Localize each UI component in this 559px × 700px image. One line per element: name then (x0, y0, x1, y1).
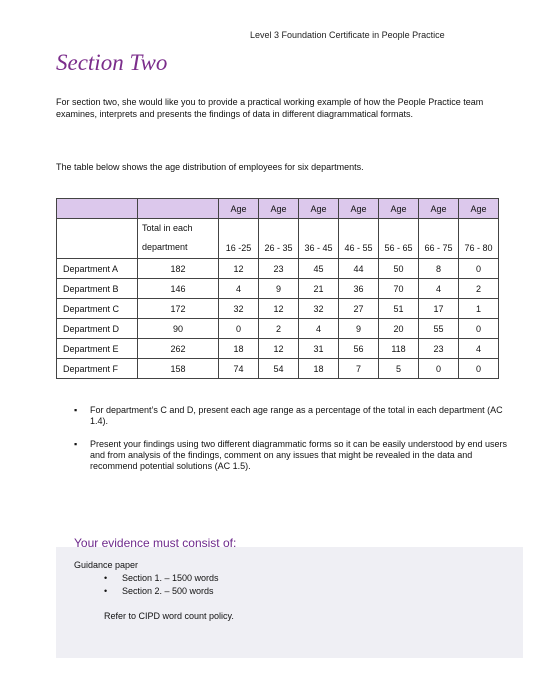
total-header-line2: department (142, 242, 188, 252)
bullet-icon: • (104, 586, 108, 596)
word-count-item (104, 572, 219, 585)
age-header: Age (299, 199, 339, 219)
table-row (57, 299, 499, 319)
table-row (57, 339, 499, 359)
department-total: 90 (138, 319, 219, 339)
age-count-cell: 9 (339, 319, 379, 339)
age-count-cell: 8 (419, 259, 459, 279)
age-count-cell: 2 (459, 279, 499, 299)
task-item (74, 439, 514, 472)
age-count-cell: 12 (259, 299, 299, 319)
age-count-cell: 74 (219, 359, 259, 379)
table-header-row (57, 199, 499, 219)
age-count-cell: 17 (419, 299, 459, 319)
age-count-cell: 23 (419, 339, 459, 359)
age-header: Age (379, 199, 419, 219)
age-count-cell: 4 (419, 279, 459, 299)
department-name: Department F (57, 359, 138, 379)
task-text: Present your findings using two different diagrammatic forms so it can be easily understood by end users and from analysis of the findings, comment on any issues that might be revealed in the data and recommend potential solutions (AC 1.5). (90, 439, 508, 471)
subheader-cell-blank (57, 219, 138, 259)
department-total: 172 (138, 299, 219, 319)
age-count-cell: 5 (379, 359, 419, 379)
age-range-label: 16 -25 (219, 219, 259, 259)
total-header-line1: Total in each (142, 223, 193, 233)
age-count-cell: 55 (419, 319, 459, 339)
age-count-cell: 50 (379, 259, 419, 279)
table-row (57, 279, 499, 299)
task-item (74, 405, 514, 427)
age-count-cell: 0 (219, 319, 259, 339)
age-count-cell: 51 (379, 299, 419, 319)
age-range-label: 66 - 75 (419, 219, 459, 259)
section-word-counts (104, 572, 219, 598)
age-count-cell: 20 (379, 319, 419, 339)
bullet-icon: ▪ (74, 405, 78, 415)
age-count-cell: 44 (339, 259, 379, 279)
department-name: Department A (57, 259, 138, 279)
age-count-cell: 45 (299, 259, 339, 279)
age-count-cell: 0 (459, 319, 499, 339)
age-range-label: 36 - 45 (299, 219, 339, 259)
table-subheader-row (57, 219, 499, 259)
age-header: Age (339, 199, 379, 219)
age-count-cell: 18 (219, 339, 259, 359)
section-title: Section Two (56, 50, 168, 75)
department-name: Department B (57, 279, 138, 299)
document-header: Level 3 Foundation Certificate in People Practice (250, 30, 445, 40)
age-header: Age (419, 199, 459, 219)
department-total: 182 (138, 259, 219, 279)
age-count-cell: 27 (339, 299, 379, 319)
age-count-cell: 36 (339, 279, 379, 299)
age-count-cell: 31 (299, 339, 339, 359)
age-count-cell: 12 (259, 339, 299, 359)
age-header: Age (259, 199, 299, 219)
refer-note: Refer to CIPD word count policy. (104, 611, 234, 621)
age-count-cell: 0 (419, 359, 459, 379)
task-list (74, 405, 514, 484)
table-row (57, 259, 499, 279)
age-count-cell: 56 (339, 339, 379, 359)
guidance-label: Guidance paper (74, 560, 139, 570)
age-count-cell: 18 (299, 359, 339, 379)
age-count-cell: 32 (299, 299, 339, 319)
word-count-item (104, 585, 219, 598)
table-row (57, 359, 499, 379)
age-count-cell: 32 (219, 299, 259, 319)
age-count-cell: 1 (459, 299, 499, 319)
word-count-text: Section 1. – 1500 words (122, 573, 219, 583)
header-cell-blank (57, 199, 138, 219)
age-count-cell: 118 (379, 339, 419, 359)
age-header: Age (459, 199, 499, 219)
age-count-cell: 23 (259, 259, 299, 279)
age-range-label: 76 - 80 (459, 219, 499, 259)
age-count-cell: 54 (259, 359, 299, 379)
task-text: For department’s C and D, present each age range as a percentage of the total in each department (AC 1.4). (90, 405, 503, 426)
age-count-cell: 0 (459, 259, 499, 279)
age-count-cell: 70 (379, 279, 419, 299)
department-name: Department C (57, 299, 138, 319)
bullet-icon: ▪ (74, 439, 78, 449)
age-count-cell: 4 (299, 319, 339, 339)
age-count-cell: 0 (459, 359, 499, 379)
department-total: 146 (138, 279, 219, 299)
age-count-cell: 12 (219, 259, 259, 279)
age-distribution-table (56, 198, 499, 379)
age-count-cell: 4 (219, 279, 259, 299)
age-range-label: 46 - 55 (339, 219, 379, 259)
total-header (138, 219, 219, 259)
age-count-cell: 4 (459, 339, 499, 359)
age-range-label: 56 - 65 (379, 219, 419, 259)
age-range-label: 26 - 35 (259, 219, 299, 259)
word-count-text: Section 2. – 500 words (122, 586, 214, 596)
department-name: Department E (57, 339, 138, 359)
department-name: Department D (57, 319, 138, 339)
department-total: 158 (138, 359, 219, 379)
bullet-icon: • (104, 573, 108, 583)
age-count-cell: 2 (259, 319, 299, 339)
age-count-cell: 9 (259, 279, 299, 299)
intro-paragraph: For section two, she would like you to provide a practical working example of how the People Practice team examines, interprets and presents the findings of data in different diagrammatical formats. (56, 97, 484, 119)
evidence-title: Your evidence must consist of: (74, 536, 237, 550)
header-cell-blank (138, 199, 219, 219)
table-intro: The table below shows the age distribution of employees for six departments. (56, 162, 364, 172)
age-count-cell: 7 (339, 359, 379, 379)
department-total: 262 (138, 339, 219, 359)
age-count-cell: 21 (299, 279, 339, 299)
table-row (57, 319, 499, 339)
age-header: Age (219, 199, 259, 219)
